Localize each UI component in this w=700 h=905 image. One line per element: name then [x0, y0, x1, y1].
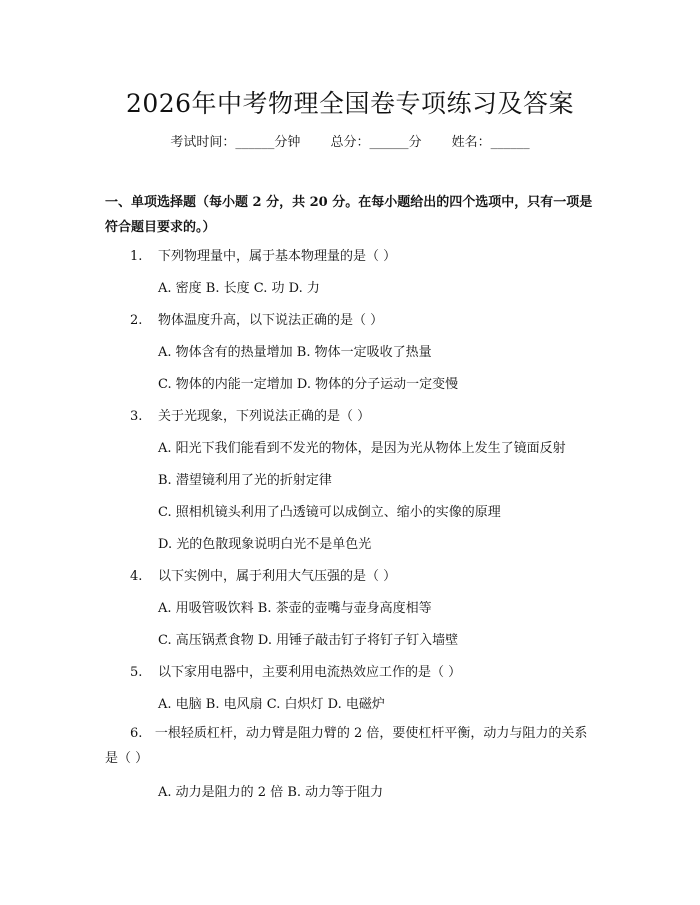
- question-4: [130, 565, 396, 584]
- question-text: 下列物理量中，属于基本物理量的是（ ）: [158, 249, 397, 264]
- question-6: [105, 721, 600, 771]
- question-3-option-b: B. 潜望镜利用了光的折射定律: [158, 473, 332, 488]
- question-text: 关于光现象，下列说法正确的是（ ）: [158, 409, 371, 424]
- question-5-options: A. 电脑 B. 电风扇 C. 白炽灯 D. 电磁炉: [158, 697, 385, 712]
- question-1-options: A. 密度 B. 长度 C. 功 D. 力: [158, 281, 320, 296]
- name-field: 姓名：______: [451, 135, 530, 150]
- question-number: 3.: [130, 409, 143, 424]
- question-5: [130, 661, 461, 680]
- question-3-option-c: C. 照相机镜头利用了凸透镜可以成倒立、缩小的实像的原理: [158, 505, 501, 520]
- question-3-option-d: D. 光的色散现象说明白光不是单色光: [158, 537, 372, 552]
- total-score-field: 总分：______分: [330, 135, 422, 150]
- question-4-options-cd: C. 高压锅煮食物 D. 用锤子敲击钉子将钉子钉入墙壁: [158, 633, 459, 648]
- question-6-options-ab: A. 动力是阻力的 2 倍 B. 动力等于阻力: [158, 785, 384, 800]
- question-1: [130, 245, 396, 264]
- question-number: 4.: [130, 569, 143, 584]
- document-title: 2026年中考物理全国卷专项练习及答案: [125, 89, 575, 118]
- question-text: 以下家用电器中，主要利用电流热效应工作的是（ ）: [158, 665, 462, 680]
- question-number: 1.: [130, 249, 143, 264]
- question-2: [130, 309, 383, 328]
- question-3-option-a: A. 阳光下我们能看到不发光的物体，是因为光从物体上发生了镜面反射: [158, 441, 566, 456]
- question-number: 2.: [130, 313, 143, 328]
- question-4-options-ab: A. 用吸管吸饮料 B. 茶壶的壶嘴与壶身高度相等: [158, 601, 432, 616]
- question-2-options-cd: C. 物体的内能一定增加 D. 物体的分子运动一定变慢: [158, 377, 459, 392]
- exam-time-field: 考试时间：______分钟: [170, 135, 301, 150]
- question-text: 物体温度升高，以下说法正确的是（ ）: [158, 313, 384, 328]
- exam-info-line: [0, 131, 700, 150]
- question-text: 以下实例中，属于利用大气压强的是（ ）: [158, 569, 397, 584]
- section-heading: 一、单项选择题（每小题 2 分，共 20 分。在每小题给出的四个选项中，只有一项是符合题目要求的。）: [105, 195, 593, 235]
- question-3: [130, 405, 370, 424]
- question-number: 6.: [130, 726, 143, 741]
- question-2-options-ab: A. 物体含有的热量增加 B. 物体一定吸收了热量: [158, 345, 432, 360]
- question-number: 5.: [130, 665, 143, 680]
- question-text: 一根轻质杠杆，动力臂是阻力臂的 2 倍，要使杠杆平衡，动力与阻力的关系是（ ）: [105, 726, 588, 766]
